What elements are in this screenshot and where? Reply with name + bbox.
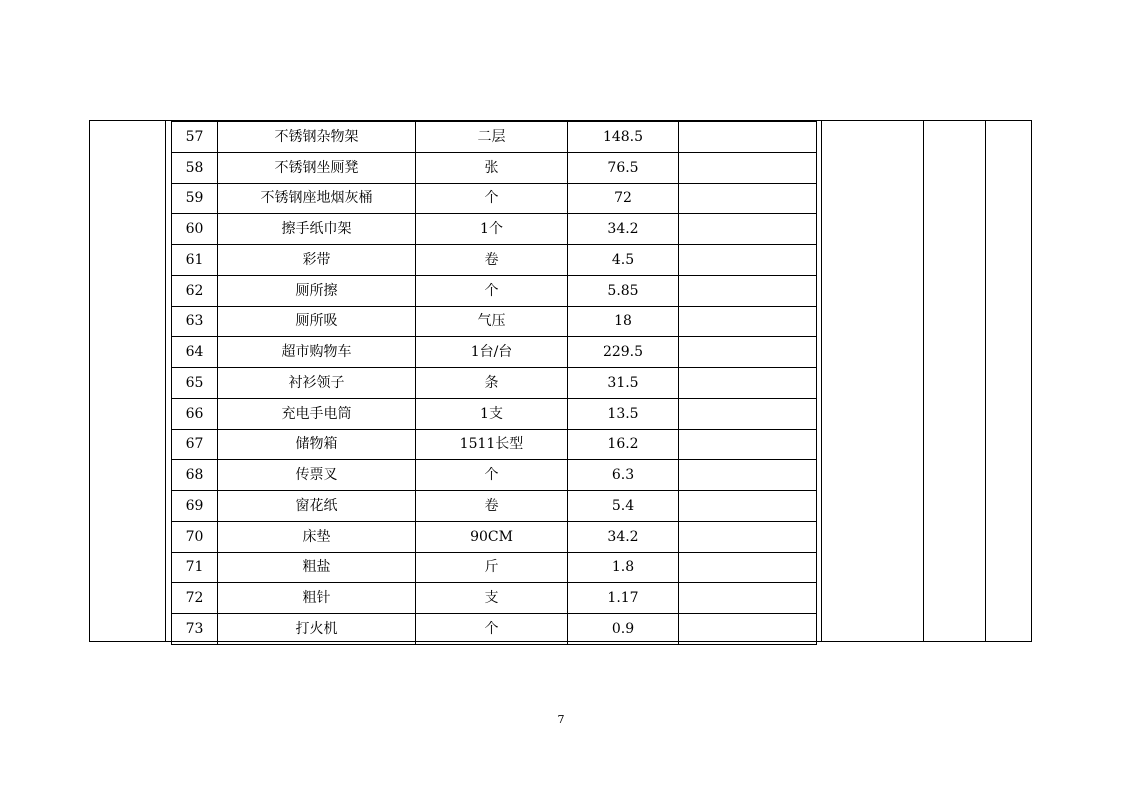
item-name: 衬衫领子 [218,368,416,399]
item-note [679,306,817,337]
table-row [172,460,817,491]
item-price: 1.17 [568,583,679,614]
item-note [679,429,817,460]
item-price: 4.5 [568,245,679,276]
item-price: 34.2 [568,214,679,245]
item-name: 粗针 [218,583,416,614]
item-number: 65 [172,368,218,399]
item-price: 1.8 [568,552,679,583]
item-name: 厕所擦 [218,275,416,306]
item-spec: 张 [416,152,568,183]
item-price: 229.5 [568,337,679,368]
item-note [679,214,817,245]
item-spec: 1台/台 [416,337,568,368]
item-note [679,491,817,522]
item-note [679,122,817,153]
item-number: 60 [172,214,218,245]
item-spec: 个 [416,275,568,306]
table-row [172,122,817,153]
column-divider [821,121,822,641]
item-number: 71 [172,552,218,583]
item-note [679,398,817,429]
item-spec: 1个 [416,214,568,245]
item-note [679,552,817,583]
item-price: 5.4 [568,491,679,522]
item-spec: 斤 [416,552,568,583]
column-divider [165,121,166,641]
table-row [172,521,817,552]
table-row [172,306,817,337]
item-spec: 1511长型 [416,429,568,460]
item-number: 57 [172,122,218,153]
table-row [172,491,817,522]
item-number: 67 [172,429,218,460]
item-price: 5.85 [568,275,679,306]
table-row [172,368,817,399]
item-number: 70 [172,521,218,552]
item-number: 58 [172,152,218,183]
item-spec: 卷 [416,245,568,276]
item-note [679,583,817,614]
item-spec: 气压 [416,306,568,337]
item-note [679,245,817,276]
price-table-frame [89,120,1032,642]
item-name: 不锈钢坐厕凳 [218,152,416,183]
table-row [172,183,817,214]
item-price: 31.5 [568,368,679,399]
table-row [172,398,817,429]
item-price: 148.5 [568,122,679,153]
column-divider [985,121,986,641]
item-number: 66 [172,398,218,429]
item-note [679,368,817,399]
item-price: 76.5 [568,152,679,183]
item-number: 61 [172,245,218,276]
item-spec: 个 [416,183,568,214]
table-row [172,583,817,614]
column-divider [923,121,924,641]
item-name: 超市购物车 [218,337,416,368]
item-number: 73 [172,614,218,645]
item-spec: 个 [416,614,568,645]
item-note [679,521,817,552]
item-name: 床垫 [218,521,416,552]
item-note [679,152,817,183]
item-price: 34.2 [568,521,679,552]
item-number: 63 [172,306,218,337]
item-spec: 90CM [416,521,568,552]
item-price: 18 [568,306,679,337]
table-row [172,245,817,276]
item-price: 72 [568,183,679,214]
item-note [679,614,817,645]
item-number: 64 [172,337,218,368]
item-name: 窗花纸 [218,491,416,522]
table-row [172,429,817,460]
item-name: 充电手电筒 [218,398,416,429]
table-row [172,337,817,368]
table-row [172,275,817,306]
item-name: 擦手纸巾架 [218,214,416,245]
item-spec: 支 [416,583,568,614]
table-row [172,614,817,645]
item-name: 打火机 [218,614,416,645]
item-name: 传票叉 [218,460,416,491]
item-price: 13.5 [568,398,679,429]
item-number: 68 [172,460,218,491]
item-note [679,183,817,214]
item-name: 彩带 [218,245,416,276]
item-name: 不锈钢杂物架 [218,122,416,153]
item-number: 72 [172,583,218,614]
item-note [679,275,817,306]
item-name: 粗盐 [218,552,416,583]
item-name: 不锈钢座地烟灰桶 [218,183,416,214]
table-row [172,214,817,245]
item-note [679,337,817,368]
item-price: 0.9 [568,614,679,645]
table-row [172,552,817,583]
item-number: 69 [172,491,218,522]
item-price: 6.3 [568,460,679,491]
item-name: 储物箱 [218,429,416,460]
page-number: 7 [557,713,565,726]
item-spec: 个 [416,460,568,491]
table-row [172,152,817,183]
item-table [171,121,817,645]
item-spec: 条 [416,368,568,399]
item-spec: 二层 [416,122,568,153]
item-note [679,460,817,491]
item-number: 59 [172,183,218,214]
item-price: 16.2 [568,429,679,460]
item-spec: 1支 [416,398,568,429]
item-spec: 卷 [416,491,568,522]
item-name: 厕所吸 [218,306,416,337]
item-number: 62 [172,275,218,306]
